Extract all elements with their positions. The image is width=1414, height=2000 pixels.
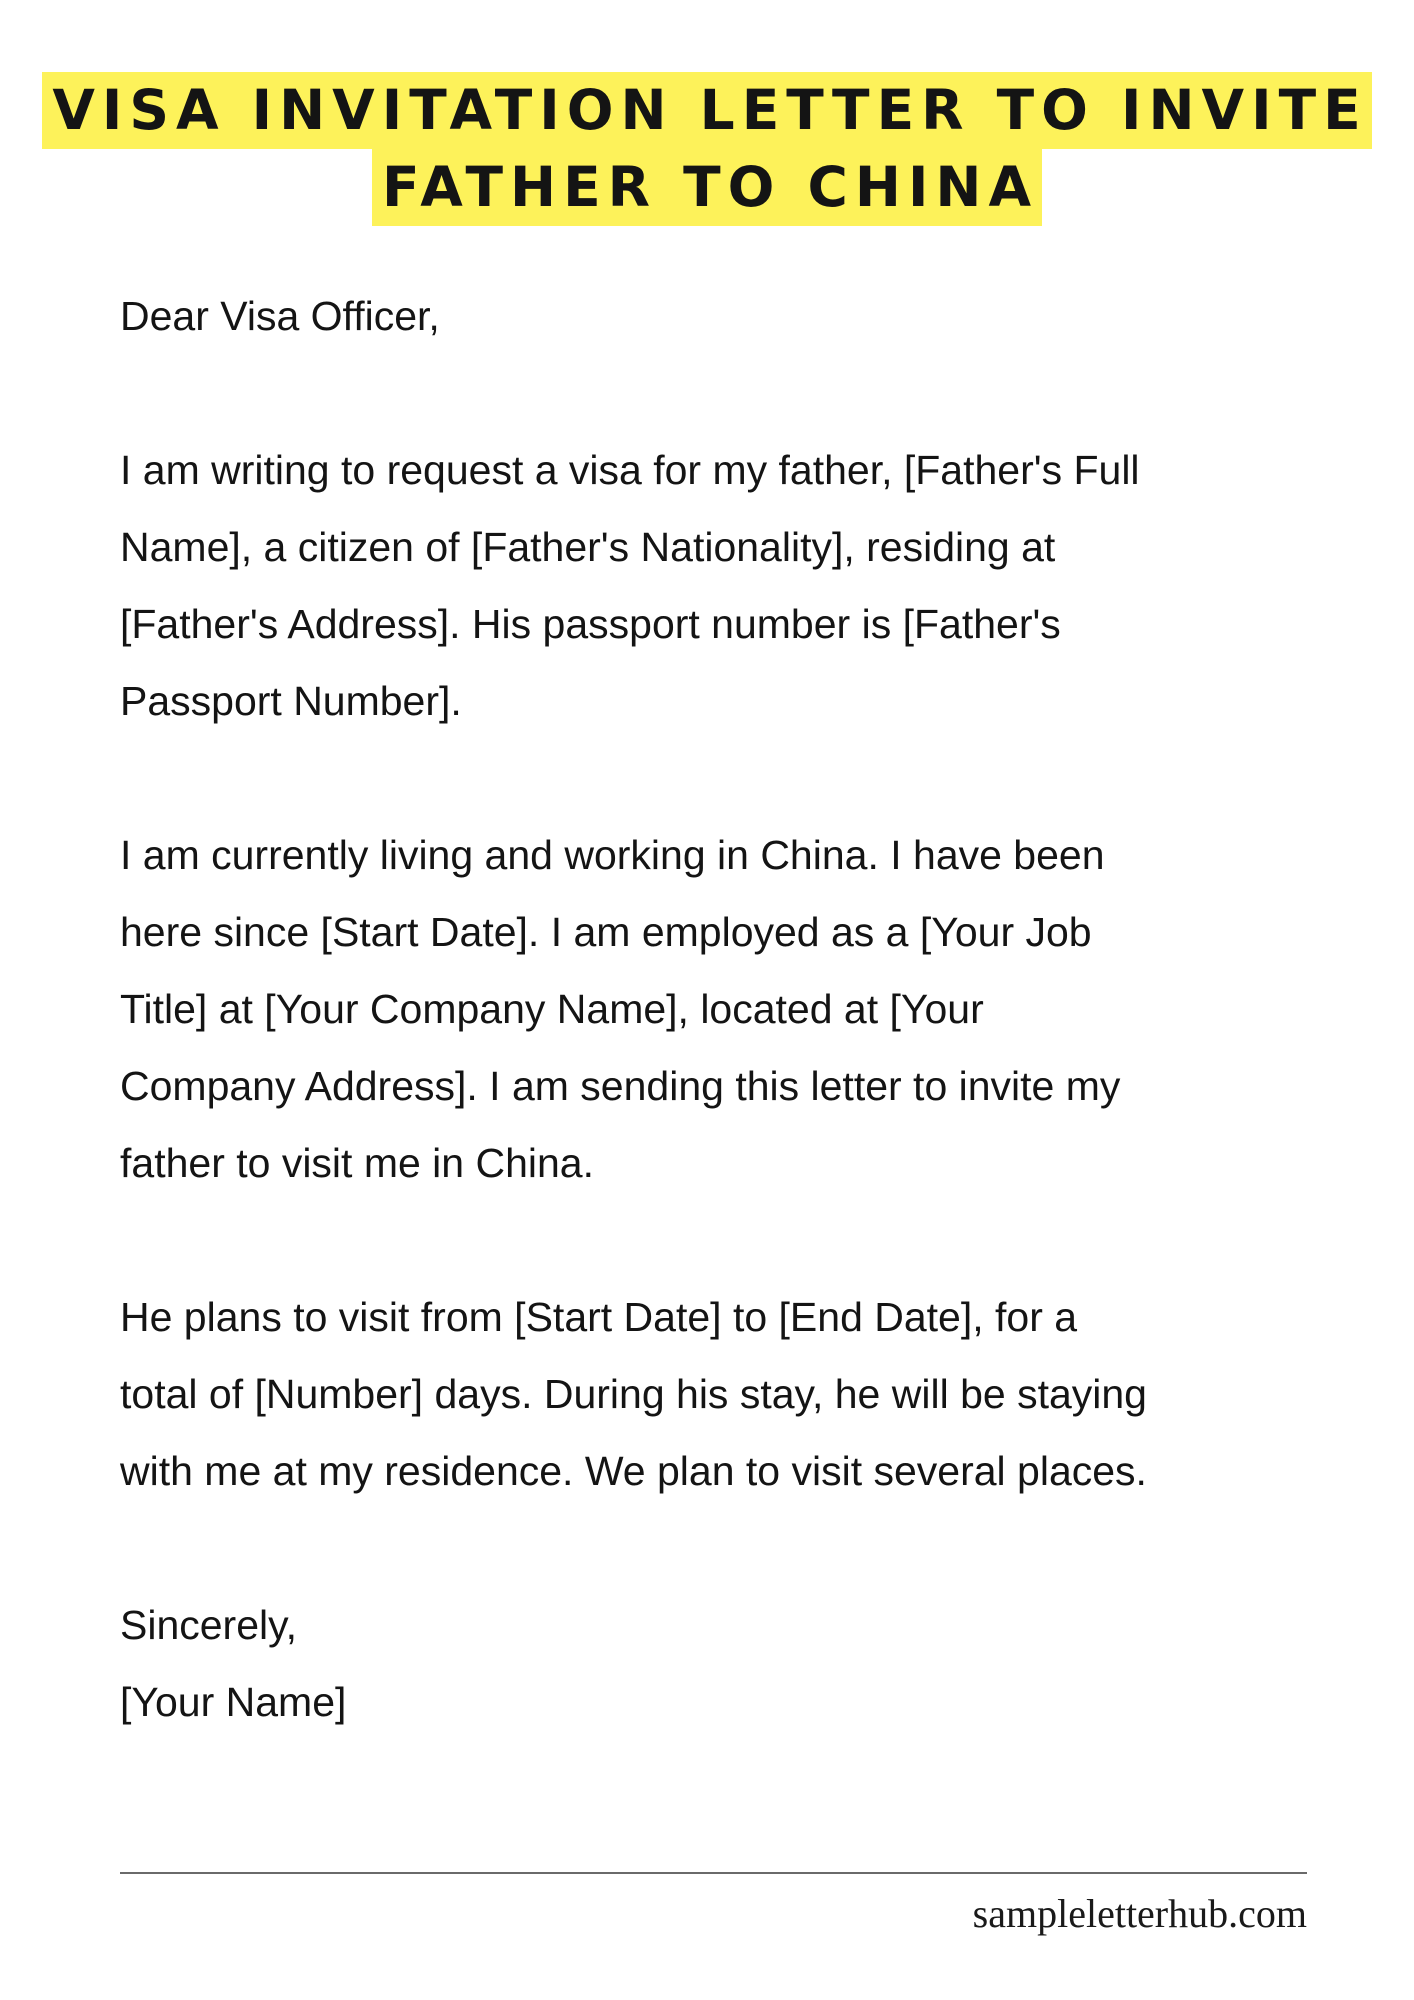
paragraph-line: total of [Number] days. During his stay, he will be staying [120, 1371, 1147, 1417]
paragraph-line: Passport Number]. [120, 678, 462, 724]
title-line-1: VISA INVITATION LETTER TO INVITE [42, 72, 1371, 149]
paragraph-line: Title] at [Your Company Name], located at [Your [120, 986, 984, 1032]
paragraph-request [120, 432, 1360, 740]
letter-title [0, 72, 1414, 226]
signature: [Your Name] [120, 1679, 347, 1725]
paragraph-line: Company Address]. I am sending this letter to invite my [120, 1063, 1121, 1109]
paragraph-line: here since [Start Date]. I am employed as a [Your Job [120, 909, 1092, 955]
title-line-2: FATHER TO CHINA [372, 149, 1042, 226]
closing: Sincerely, [120, 1602, 297, 1648]
closing-block [120, 1587, 1360, 1741]
paragraph-line: [Father's Address]. His passport number is [Father's [120, 601, 1061, 647]
paragraph-line: I am writing to request a visa for my father, [Father's Full [120, 447, 1140, 493]
letter-body [120, 278, 1360, 1741]
footer-divider [120, 1872, 1307, 1874]
paragraph-line: with me at my residence. We plan to visit several places. [120, 1448, 1147, 1494]
paragraph-line: Name], a citizen of [Father's Nationality], residing at [120, 524, 1056, 570]
site-name: sampleletterhub.com [972, 1891, 1307, 1936]
paragraph-line: He plans to visit from [Start Date] to [End Date], for a [120, 1294, 1078, 1340]
paragraph-line: father to visit me in China. [120, 1140, 594, 1186]
paragraph-visit-plan [120, 1279, 1360, 1510]
salutation: Dear Visa Officer, [120, 293, 440, 339]
paragraph-line: I am currently living and working in China. I have been [120, 832, 1105, 878]
paragraph-employment [120, 817, 1360, 1202]
